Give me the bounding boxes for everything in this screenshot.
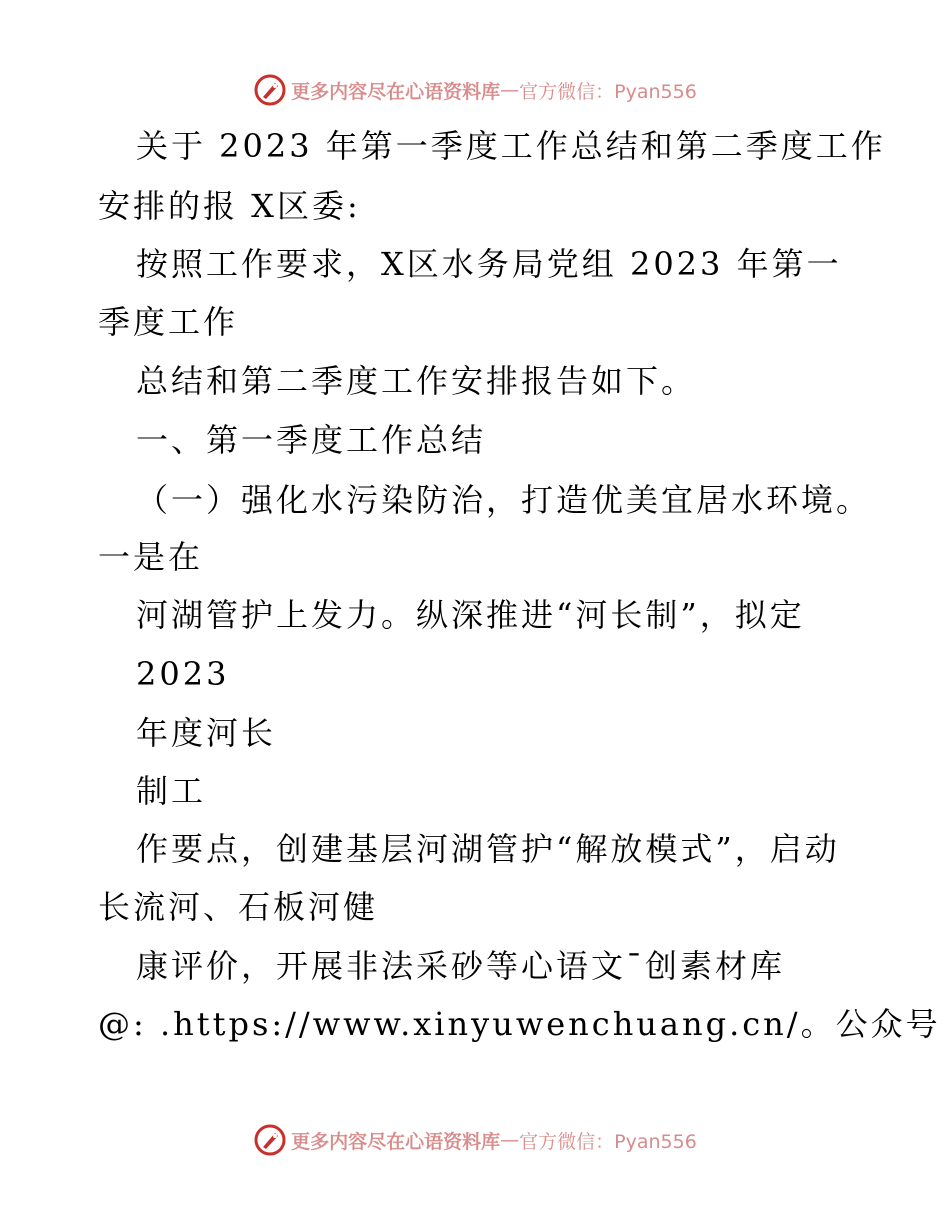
paragraph-line: 作要点，创建基层河湖管护“解放模式”，启动 bbox=[136, 830, 840, 868]
watermark-wechat: 官方微信：Pyan556 bbox=[519, 1130, 697, 1153]
pen-nib-seal-icon bbox=[253, 73, 287, 107]
paragraph-line: 制工 bbox=[136, 772, 207, 810]
doc-title-line-2: 安排的报 X区委: bbox=[98, 187, 361, 225]
paragraph-line: 2023 bbox=[136, 655, 230, 693]
subsection-heading: （一）强化水污染防治，打造优美宜居水环境。 bbox=[136, 481, 872, 519]
watermark-separator: — bbox=[500, 79, 520, 101]
paragraph-line: 季度工作 bbox=[98, 303, 239, 341]
footer-watermark bbox=[0, 1120, 950, 1160]
paragraph-line: 长流河、石板河健 bbox=[98, 888, 379, 926]
paragraph-line: 年度河长 bbox=[136, 714, 277, 752]
paragraph-line: 康评价，开展非法采砂等心语文¯创素材库 bbox=[136, 947, 786, 985]
paragraph-line: @: .https://www.xinyuwenchuang.cn/。公众号 bbox=[98, 1005, 941, 1043]
pen-nib-seal-icon bbox=[253, 1123, 287, 1157]
watermark-wechat: 官方微信：Pyan556 bbox=[519, 80, 697, 103]
section-heading: 一、第一季度工作总结 bbox=[136, 421, 487, 459]
paragraph-line: 总结和第二季度工作安排报告如下。 bbox=[136, 362, 697, 400]
watermark-brand: 更多内容尽在心语资料库 bbox=[291, 1130, 501, 1153]
paragraph-line: 按照工作要求，X区水务局党组 2023 年第一 bbox=[136, 245, 842, 283]
paragraph-line: 一是在 bbox=[98, 538, 204, 576]
paragraph-line: 河湖管护上发力。纵深推进“河长制”，拟定 bbox=[136, 596, 805, 634]
watermark-brand: 更多内容尽在心语资料库 bbox=[291, 80, 501, 103]
watermark-separator: — bbox=[500, 1129, 520, 1151]
header-watermark bbox=[0, 70, 950, 110]
doc-title-line-1: 关于 2023 年第一季度工作总结和第二季度工作 bbox=[136, 127, 886, 165]
